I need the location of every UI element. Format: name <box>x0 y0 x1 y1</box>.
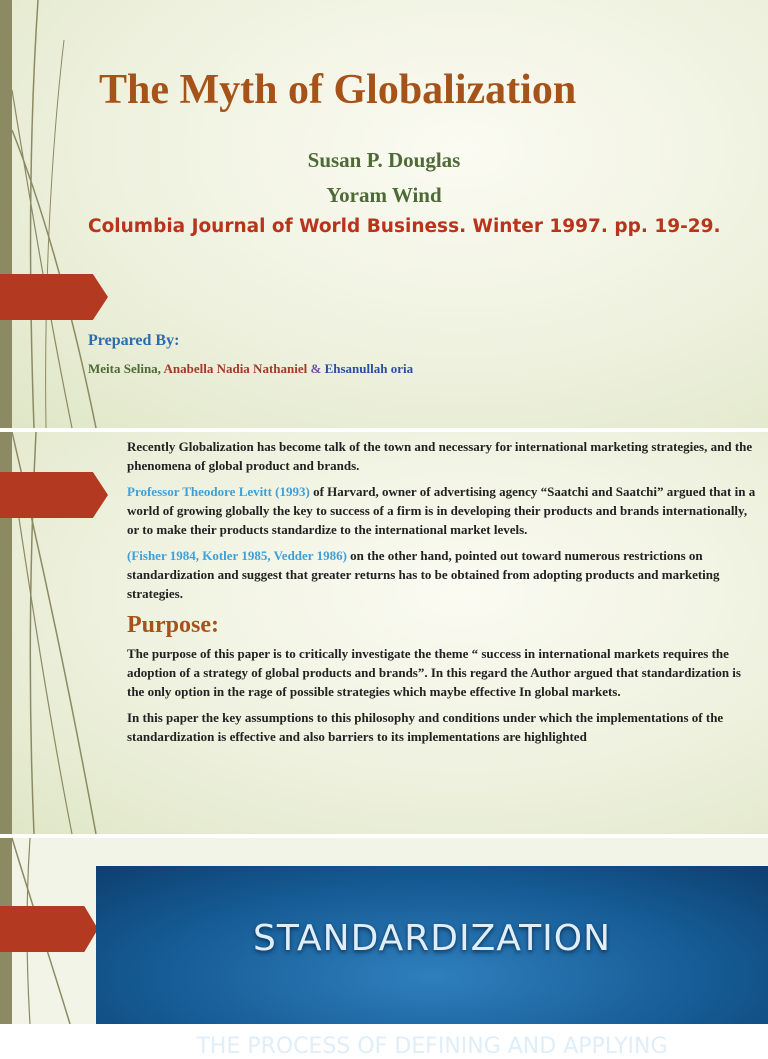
bullet-2-text: of Harvard, owner of advertising agency “Saatchi and Saatchi” argued that in a world of growing globally the key to success of a firm is in developing their products and brands internationally, or to make their products standardize to the international market levels. <box>127 484 756 537</box>
purpose-heading <box>106 610 756 640</box>
preparer-1: Meita Selina, <box>88 361 161 376</box>
bullet-1-text: Recently Globalization has become talk of the town and necessary for international marketing strategies, and the phenomena of global product and brands. <box>127 439 753 473</box>
preparer-2: Anabella Nadia Nathaniel <box>163 361 308 376</box>
preparer-3: Ehsanullah oria <box>324 361 414 376</box>
prepared-by-label: Prepared By: <box>88 332 180 349</box>
bullet-4-text: The purpose of this paper is to critically investigate the theme “ success in international markets requires the adoption of a strategy of global products and brands”. In this regard the Author argued that standardization is the only option in the rage of possible strategies which maybe effective In global markets. <box>127 646 741 699</box>
bullet-5-text: In this paper the key assumptions to this philosophy and conditions under which the implementations of the standardization is effective and also barriers to its implementations are highlighted <box>127 710 724 744</box>
citation-levitt: Professor Theodore Levitt (1993) <box>127 484 310 499</box>
title-panel <box>96 866 768 1059</box>
slide-title <box>0 0 768 428</box>
bullet-3-text: on the other hand, pointed out toward numerous restrictions on standardization and suggest that greater returns has to be obtained from adopting products and marketing strategies. <box>127 548 720 601</box>
bullet-5 <box>106 708 756 746</box>
bullet-1 <box>106 437 756 475</box>
preparer-names <box>88 361 413 377</box>
journal-citation: Columbia Journal of World Business. Winter 1997. pp. 19-29. <box>88 216 721 237</box>
slide-standardization <box>0 838 768 1059</box>
citation-fisher-kotler-vedder: (Fisher 1984, Kotler 1985, Vedder 1986) <box>127 548 347 563</box>
author-1: Susan P. Douglas <box>307 148 461 172</box>
bullet-4 <box>106 644 756 701</box>
arrow-marker <box>0 472 108 518</box>
arrow-marker <box>0 274 108 320</box>
ampersand: & <box>310 361 322 376</box>
standardization-subtitle: THE PROCESS OF DEFINING AND APPLYING <box>196 1034 668 1059</box>
slide-content <box>0 432 768 834</box>
bullet-2 <box>106 482 756 539</box>
arrow-marker <box>0 906 98 952</box>
bullet-3 <box>106 546 756 603</box>
author-2: Yoram Wind <box>326 183 442 207</box>
standardization-title: STANDARDIZATION <box>252 918 612 959</box>
purpose-heading-text: Purpose: <box>127 612 219 638</box>
bullet-list <box>106 437 756 753</box>
slide-title-text: The Myth of Globalization <box>99 67 577 113</box>
